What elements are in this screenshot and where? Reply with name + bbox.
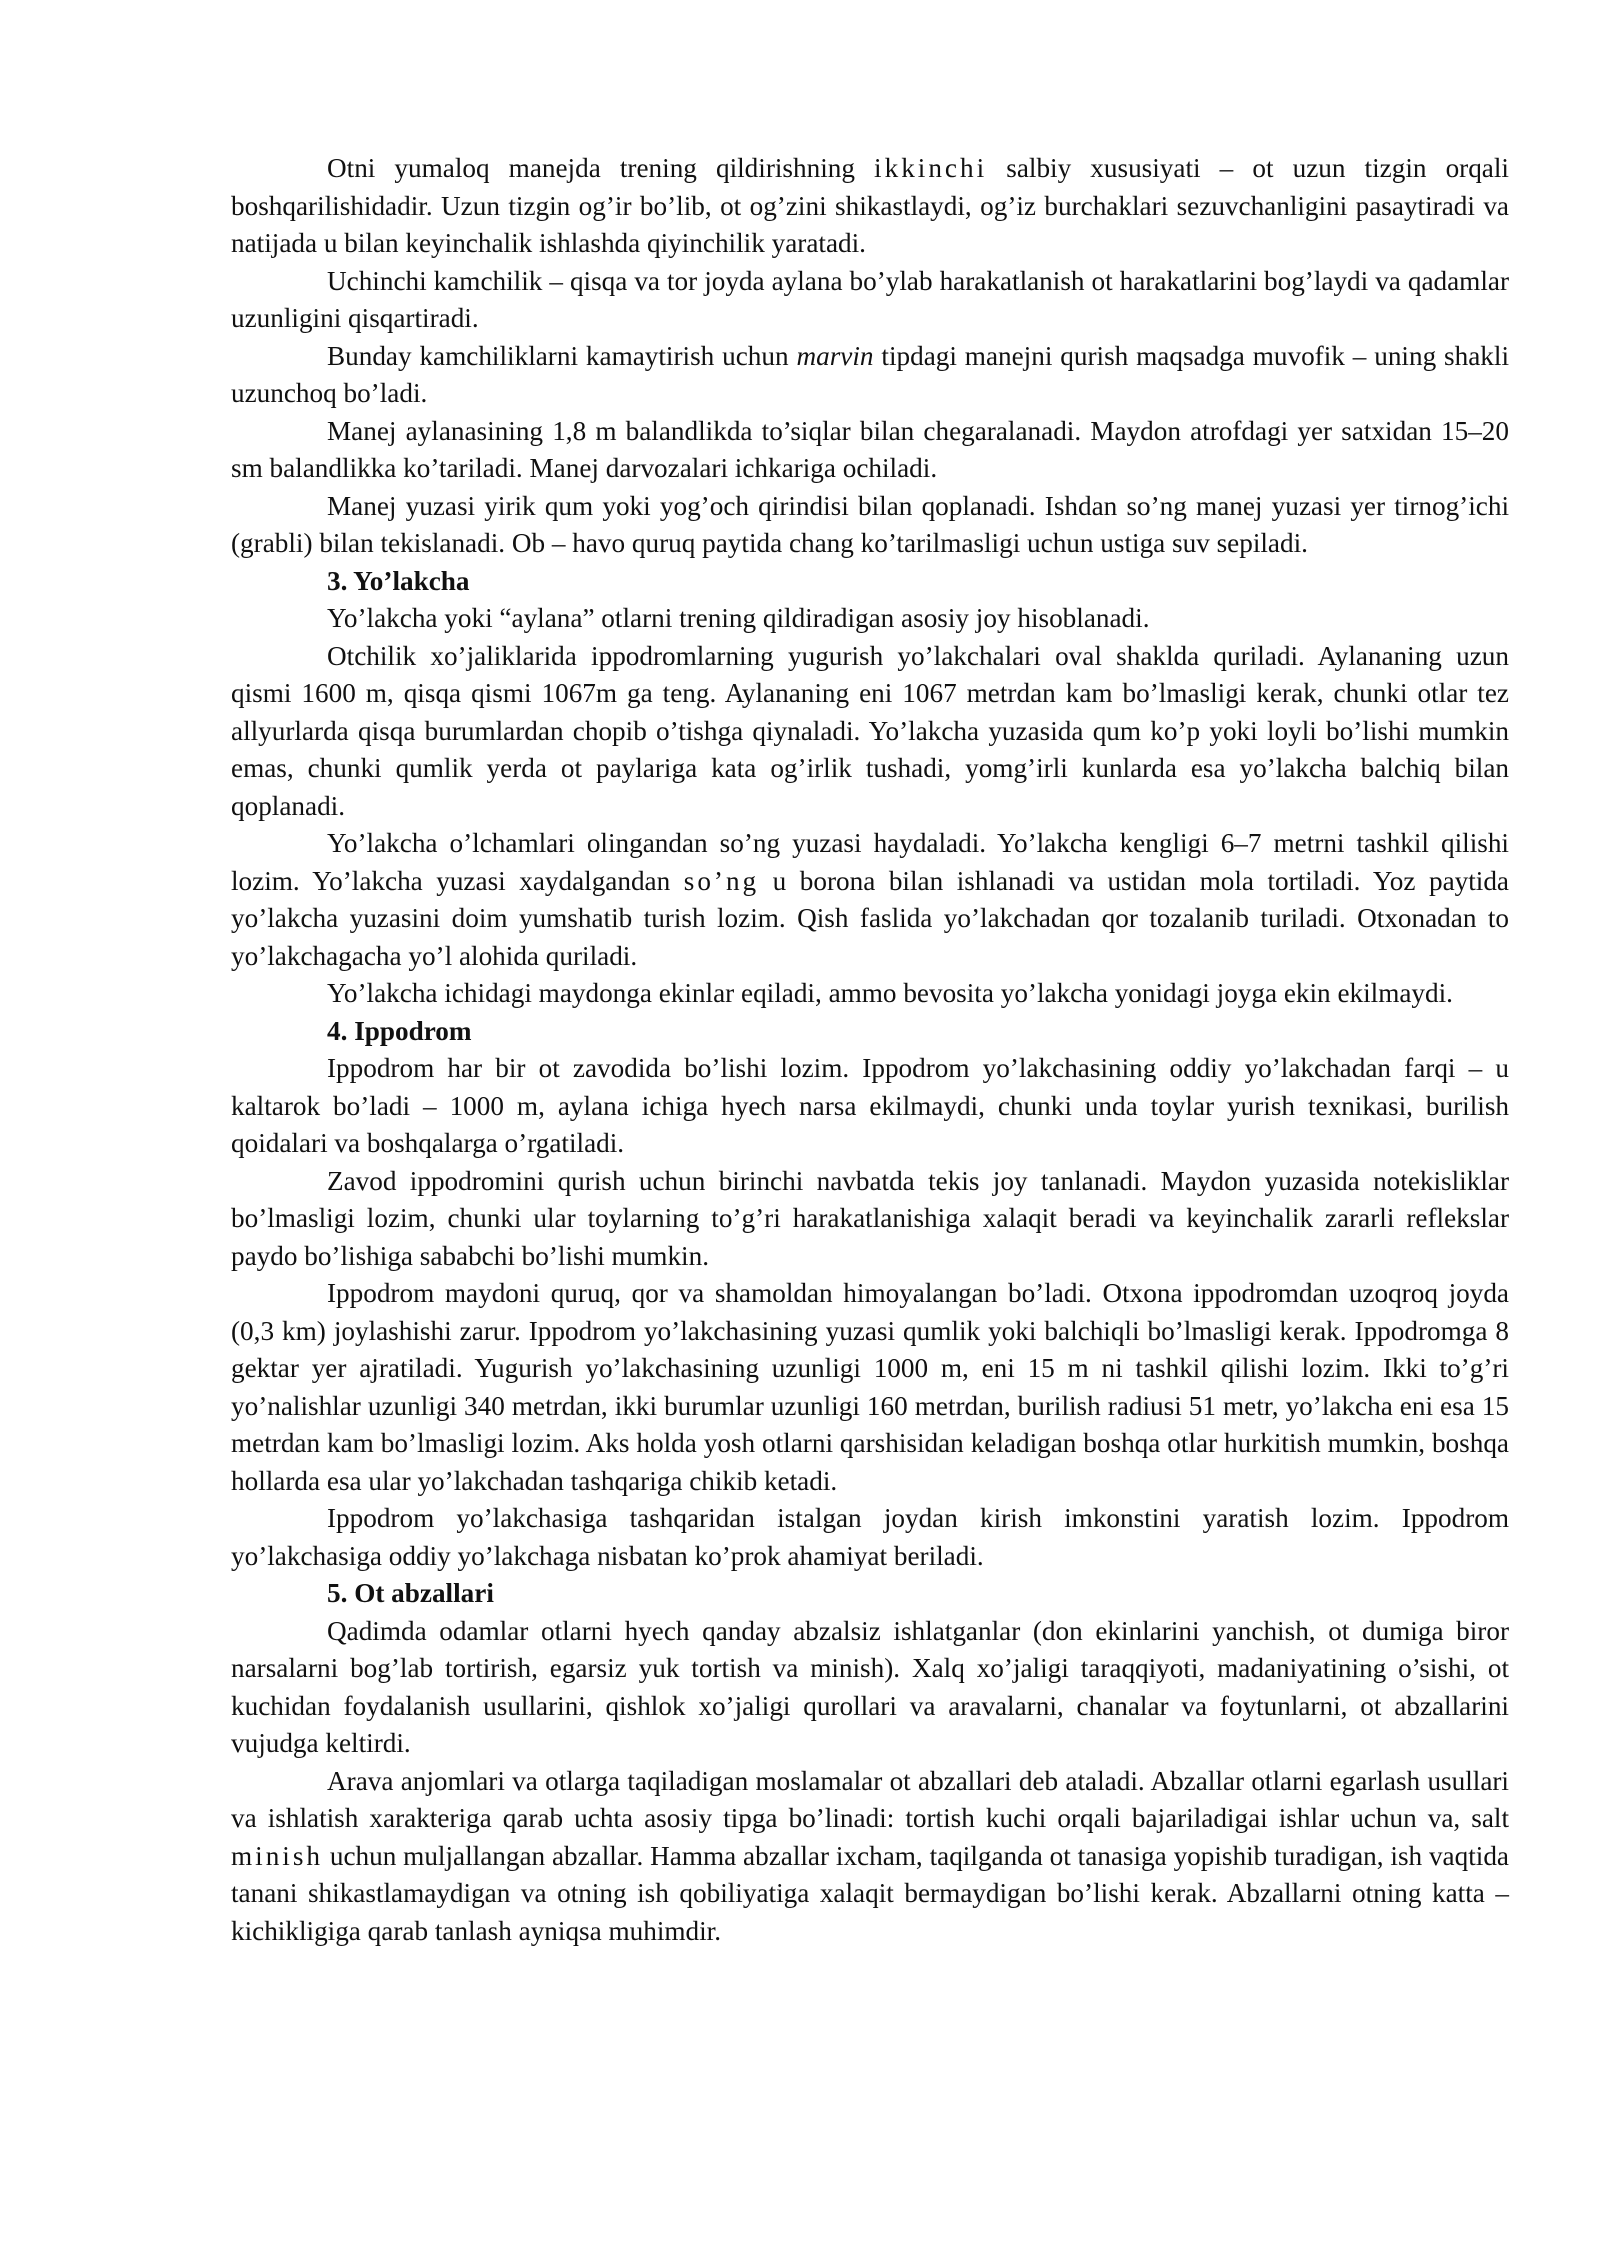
paragraph-yolakcha-oval: Otchilik xo’jaliklarida ippodromlarning yugurish yo’lakchalari oval shaklda quriladi. Aylananing uzun qismi 1600 m, qisqa qismi 1067m ga teng. Aylananing eni 1067 metrdan kam bo’lmasligi kerak, chunki otlar tez allyurlarda qisqa burumlardan chopib o’tishga qiynaladi. Yo’lakcha yuzasida qum ko’p yoki loyli bo’lishi mumkin emas, chunki qumlik yerda ot paylariga kata og’irlik tushadi, yomg’irli kunlarda esa yo’lakcha balchiq bilan qoplanadi. bbox=[231, 640, 1509, 821]
paragraph-text: Bunday kamchiliklarni kamaytirish uchun bbox=[327, 340, 797, 371]
spaced-word: ikkinchi bbox=[874, 153, 988, 183]
section-heading-yolakcha: 3. Yo’lakcha bbox=[327, 565, 470, 596]
italic-term: marvin bbox=[796, 340, 874, 371]
paragraph-yolakcha-crops: Yo’lakcha ichidagi maydonga ekinlar eqiladi, ammo bevosita yo’lakcha yonidagi joyga ekin ekilmaydi. bbox=[327, 978, 1453, 1008]
paragraph-text: tipdagi manejni qurish maqsadga muvofik – uning shakli uzunchoq bo’ladi. bbox=[231, 340, 1509, 408]
paragraph-manej-surface: Manej yuzasi yirik qum yoki yog’och qirindisi bilan qoplanadi. Ishdan so’ng manej yuzasi yer tirnog’ichi (grabli) bilan tekislanadi. Ob – havo quruq paytida chang ko’tarilmasligi uchun ustiga suv sepiladi. bbox=[231, 490, 1509, 558]
spaced-word: so’ng bbox=[683, 865, 760, 896]
paragraph-text: u borona bilan ishlanadi va ustidan mola tortiladi. Yoz paytida yo’lakcha yuzasini doim yumshatib turish lozim. Qish faslida yo’lakchadan qor tozalanib turiladi. Otxonadan to yo’lakchagacha yo’l alohida quriladi. bbox=[231, 865, 1510, 971]
paragraph-text: salbiy xususiyati – ot uzun tizgin orqali boshqarilishidadir. Uzun tizgin og’ir bo’lib, ot og’zini shikastlaydi, og’iz burchaklari sezuvchanligini pasaytiradi va natijada u bilan keyinchalik ishlashda qiyinchilik yaratadi. bbox=[231, 153, 1509, 258]
paragraph-manej-second-drawback bbox=[231, 150, 1509, 263]
paragraph-ippodrom-access: Ippodrom yo’lakchasiga tashqaridan istalgan joydan kirish imkonstini yaratish lozim. Ippodrom yo’lakchasiga oddiy yo’lakchaga nisbatan ko’prok ahamiyat beriladi. bbox=[231, 1503, 1509, 1571]
paragraph-text: Yo’lakcha o’lchamlari olingandan so’ng yuzasi haydaladi. Yo’lakcha kengligi 6–7 metrni tashkil qilishi lozim. Yo’lakcha yuzasi xaydalgandan bbox=[231, 828, 1509, 896]
paragraph-ippodrom-dimensions: Ippodrom maydoni quruq, qor va shamoldan himoyalangan bo’ladi. Otxona ippodromdan uzoqroq joyda (0,3 km) joylashishi zarur. Ippodrom yo’lakchasining yuzasi qumlik yoki balchiqli bo’lmasligi kerak. Ippodromga 8 gektar yer ajratiladi. Yugurish yo’lakchasining uzunligi 1000 m, eni 15 m ni tashkil qilishi lozim. Ikki to’g’ri yo’nalishlar uzunligi 340 metrdan, ikki burumlar uzunligi 160 metrdan, burilish radiusi 51 metr, yo’lakcha eni esa 15 metrdan kam bo’lmasligi lozim. Aks holda yosh otlarni qarshisidan keladigan boshqa otlar hurkitish mumkin, boshqa hollarda esa ular yo’lakchadan tashqariga chikib ketadi. bbox=[231, 1278, 1509, 1496]
document-page bbox=[231, 150, 1509, 1950]
paragraph-abzal-history: Qadimda odamlar otlarni hyech qanday abzalsiz ishlatganlar (don ekinlarini yanchish, ot dumiga biror narsalarni bog’lab tortirish, egarsiz yuk tortish va minish). Xalq xo’jaligi taraqqiyoti, madaniyatining o’sishi, ot kuchidan foydalanish usullarini, qishlok xo’jaligi qurollari va aravalarni, chanalar va foytunlarni, ot abzallarini vujudga keltirdi. bbox=[231, 1615, 1509, 1758]
paragraph-text: uchun muljallangan abzallar. Hamma abzallar ixcham, taqilganda ot tanasiga yopishib turadigan, ish vaqtida tanani shikastlamaydigan va otning ish qobiliyatiga xalaqit bermaydigan bo’lishi kerak. Abzallarni otning katta – kichikligiga qarab tanlash ayniqsa muhimdir. bbox=[231, 1840, 1509, 1946]
paragraph-text: Otni yumaloq manejda trening qildirishning bbox=[327, 153, 875, 183]
paragraph-abzal-types bbox=[231, 1763, 1509, 1951]
paragraph-ippodrom-site: Zavod ippodromini qurish uchun birinchi navbatda tekis joy tanlanadi. Maydon yuzasida notekisliklar bo’lmasligi lozim, chunki ular toylarning to’g’ri harakatlanishiga xalaqit beradi va keyinchalik zararli reflekslar paydo bo’lishiga sababchi bo’lishi mumkin. bbox=[231, 1165, 1509, 1271]
section-heading-ippodrom: 4. Ippodrom bbox=[327, 1015, 472, 1046]
paragraph-manej-fence: Manej aylanasining 1,8 m balandlikda to’siqlar bilan chegaralanadi. Maydon atrofdagi yer satxidan 15–20 sm balandlikka ko’tariladi. Manej darvozalari ichkariga ochiladi. bbox=[231, 415, 1509, 483]
paragraph-yolakcha-intro: Yo’lakcha yoki “aylana” otlarni trening qildiradigan asosiy joy hisoblanadi. bbox=[327, 603, 1150, 633]
paragraph-ippodrom-intro: Ippodrom har bir ot zavodida bo’lishi lozim. Ippodrom yo’lakchasining oddiy yo’lakchadan farqi – u kaltarok bo’ladi – 1000 m, aylana ichiga hyech narsa ekilmaydi, chunki unda toylar yurish texnikasi, burilish qoidalari va boshqalarga o’rgatiladi. bbox=[231, 1053, 1509, 1158]
paragraph-text: Arava anjomlari va otlarga taqiladigan moslamalar ot abzallari deb ataladi. Abzallar otlarni egarlash usullari va ishlatish xarakteriga qarab uchta asosiy tipga bo’linadi: tortish kuchi orqali bajariladigai ishlar uchun va, salt bbox=[231, 1765, 1509, 1833]
paragraph-yolakcha-dimensions bbox=[231, 825, 1509, 975]
section-heading-ot-abzallari: 5. Ot abzallari bbox=[327, 1578, 494, 1608]
paragraph-marvin-manej bbox=[231, 338, 1509, 413]
spaced-word: minish bbox=[231, 1840, 324, 1871]
paragraph-third-drawback: Uchinchi kamchilik – qisqa va tor joyda aylana bo’ylab harakatlanish ot harakatlarini bog’laydi va qadamlar uzunligini qisqartiradi. bbox=[231, 265, 1509, 333]
